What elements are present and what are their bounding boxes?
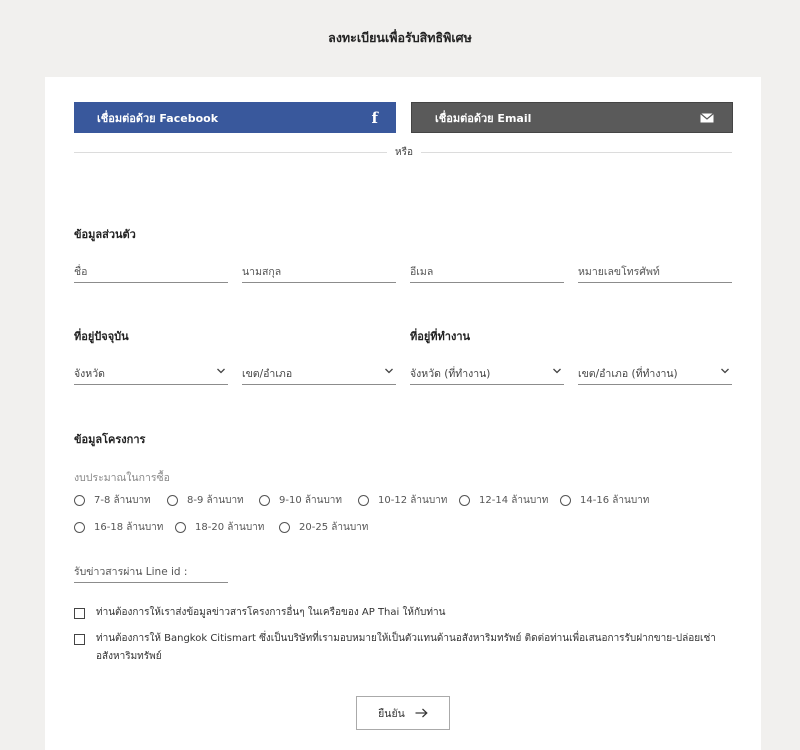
submit-label: ยืนยัน bbox=[378, 707, 405, 720]
chevron-down-icon bbox=[552, 366, 562, 376]
budget-option-label: 9-10 ล้านบาท bbox=[279, 495, 343, 506]
first-name-input[interactable]: ชื่อ bbox=[74, 261, 228, 283]
or-label: หรือ bbox=[387, 145, 421, 160]
envelope-icon bbox=[700, 113, 714, 123]
budget-option-label: 18-20 ล้านบาท bbox=[195, 522, 265, 533]
chevron-down-icon bbox=[384, 366, 394, 376]
project-info-title: ข้อมูลโครงการ bbox=[74, 433, 146, 446]
home-address-title: ที่อยู่ปัจจุบัน bbox=[74, 330, 129, 343]
consent-ap-thai-label: ท่านต้องการให้เราส่งข้อมูลข่าวสารโครงการอื่นๆ ในเครือของ AP Thai ให้กับท่าน bbox=[96, 607, 446, 618]
budget-radio-12-14[interactable] bbox=[459, 493, 548, 508]
consent-ap-thai bbox=[74, 604, 724, 622]
radio-circle bbox=[279, 522, 290, 533]
work-district-select[interactable] bbox=[578, 363, 732, 385]
page-title: ลงทะเบียนเพื่อรับสิทธิพิเศษ bbox=[328, 30, 472, 45]
budget-radio-14-16[interactable] bbox=[560, 493, 649, 508]
arrow-right-icon bbox=[415, 708, 428, 718]
budget-option-label: 20-25 ล้านบาท bbox=[299, 522, 369, 533]
budget-option-label: 8-9 ล้านบาท bbox=[187, 495, 244, 506]
budget-radio-7-8[interactable] bbox=[74, 493, 151, 508]
home-province-value: จังหวัด bbox=[74, 368, 105, 380]
work-province-value: จังหวัด (ที่ทำงาน) bbox=[410, 368, 491, 380]
home-province-select[interactable] bbox=[74, 363, 228, 385]
budget-label: งบประมาณในการซื้อ bbox=[74, 472, 170, 484]
work-address-title: ที่อยู่ที่ทำงาน bbox=[410, 330, 471, 343]
radio-circle bbox=[74, 522, 85, 533]
email-connect-label: เชื่อมต่อด้วย Email bbox=[435, 111, 532, 125]
budget-radio-20-25[interactable] bbox=[279, 520, 368, 535]
budget-radio-8-9[interactable] bbox=[167, 493, 244, 508]
consent-ap-thai-checkbox[interactable] bbox=[74, 608, 85, 619]
radio-circle bbox=[175, 522, 186, 533]
radio-circle bbox=[259, 495, 270, 506]
facebook-connect-button[interactable] bbox=[74, 102, 396, 133]
facebook-icon: f bbox=[371, 108, 378, 127]
radio-circle bbox=[358, 495, 369, 506]
chevron-down-icon bbox=[720, 366, 730, 376]
line-id-input[interactable]: รับข่าวสารผ่าน Line id : bbox=[74, 561, 228, 583]
radio-circle bbox=[167, 495, 178, 506]
email-connect-button[interactable] bbox=[411, 102, 733, 133]
phone-input[interactable]: หมายเลขโทรศัพท์ bbox=[578, 261, 732, 283]
submit-button[interactable] bbox=[356, 696, 450, 730]
budget-radio-18-20[interactable] bbox=[175, 520, 264, 535]
work-province-select[interactable] bbox=[410, 363, 564, 385]
personal-info-title: ข้อมูลส่วนตัว bbox=[74, 228, 136, 241]
registration-form bbox=[45, 77, 761, 750]
email-input[interactable]: อีเมล bbox=[410, 261, 564, 283]
budget-option-label: 7-8 ล้านบาท bbox=[94, 495, 151, 506]
consent-citismart-checkbox[interactable] bbox=[74, 634, 85, 645]
radio-circle bbox=[74, 495, 85, 506]
budget-option-label: 12-14 ล้านบาท bbox=[479, 495, 549, 506]
budget-option-label: 16-18 ล้านบาท bbox=[94, 522, 164, 533]
last-name-input[interactable]: นามสกุล bbox=[242, 261, 396, 283]
consent-citismart bbox=[74, 630, 734, 666]
budget-radio-10-12[interactable] bbox=[358, 493, 447, 508]
budget-option-label: 10-12 ล้านบาท bbox=[378, 495, 448, 506]
chevron-down-icon bbox=[216, 366, 226, 376]
radio-circle bbox=[459, 495, 470, 506]
facebook-connect-label: เชื่อมต่อด้วย Facebook bbox=[97, 111, 219, 125]
home-district-select[interactable] bbox=[242, 363, 396, 385]
work-district-value: เขต/อำเภอ (ที่ทำงาน) bbox=[578, 368, 678, 380]
consent-citismart-label: ท่านต้องการให้ Bangkok Citismart ซึ่งเป็นบริษัทที่เรามอบหมายให้เป็นตัวแทนด้านอสังหาริมทรัพย์ ติดต่อท่านเพื่อเสนอการรับฝากขาย-ปล่อยเช่าอสังหาริมทรัพย์ bbox=[96, 633, 716, 662]
budget-option-label: 14-16 ล้านบาท bbox=[580, 495, 650, 506]
budget-radio-9-10[interactable] bbox=[259, 493, 342, 508]
radio-circle bbox=[560, 495, 571, 506]
home-district-value: เขต/อำเภอ bbox=[242, 368, 293, 380]
budget-radio-16-18[interactable] bbox=[74, 520, 163, 535]
